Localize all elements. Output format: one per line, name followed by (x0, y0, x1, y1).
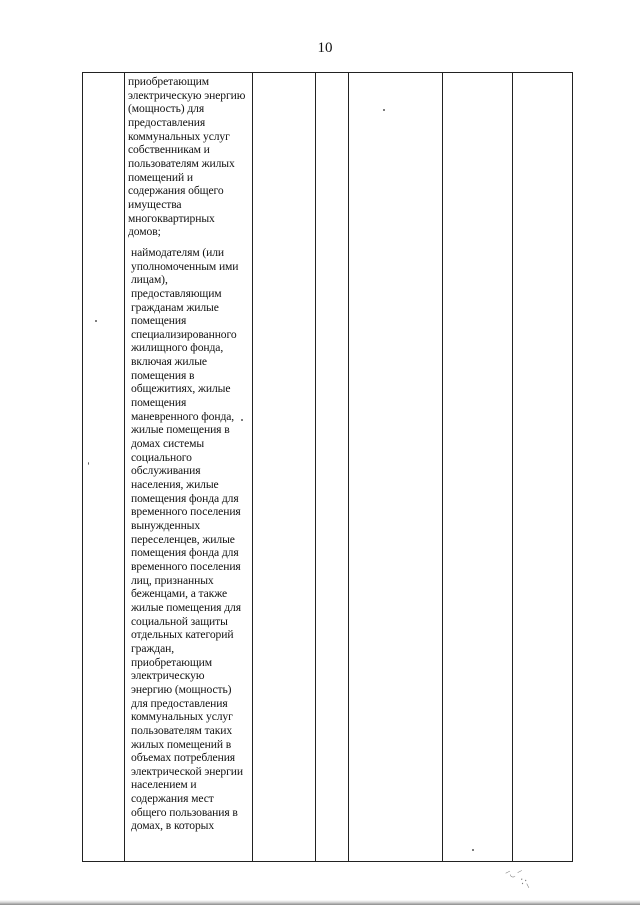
column-divider-4 (348, 73, 349, 861)
scan-speck (88, 462, 89, 465)
tariff-table (82, 72, 573, 862)
column-divider-5 (442, 73, 443, 861)
column-divider-2 (252, 73, 253, 861)
table-right-border (572, 73, 573, 861)
column-divider-3 (315, 73, 316, 861)
description-paragraph-2: наймодателям (или уполномоченным ими лицам), предоставляющим гражданам жилые помещения специализированного жилищного фонда, включая жилые помещения в общежитиях, жилые помещения маневренного фонда, жилые помещения в домах системы социального обслуживания населения, жилые помещения фонда для временного поселения вынужденных переселенцев, жилые помещения фонда для временного поселения лиц, признанных беженцами, а также жилые помещения для социальной защиты отдельных категорий граждан, приобретающим электрическую энергию (мощность) для предоставления коммунальных услуг пользователям таких жилых помещений в объемах потребления электрической энергии населением и содержания мест общего пользования в домах, в которых (131, 245, 243, 833)
scan-speck (383, 109, 385, 111)
table-left-border (82, 73, 83, 861)
column-divider-6 (512, 73, 513, 861)
scan-speck (95, 320, 97, 322)
scan-bottom-edge (0, 900, 640, 905)
scan-speck (241, 419, 243, 421)
description-paragraph-1: приобретающим электрическую энергию (мощность) для предоставления коммунальных услуг собственникам и пользователям жилых помещений и содержания общего имущества многоквартирных домов; (128, 75, 246, 239)
page-number: 10 (317, 40, 333, 56)
scan-mark: ∵⸜ (518, 876, 533, 891)
column-divider-1 (124, 73, 125, 861)
table-cell-description (128, 75, 248, 833)
scan-speck (472, 849, 474, 851)
scan-mark: ⸝‿⸍ (504, 864, 523, 881)
